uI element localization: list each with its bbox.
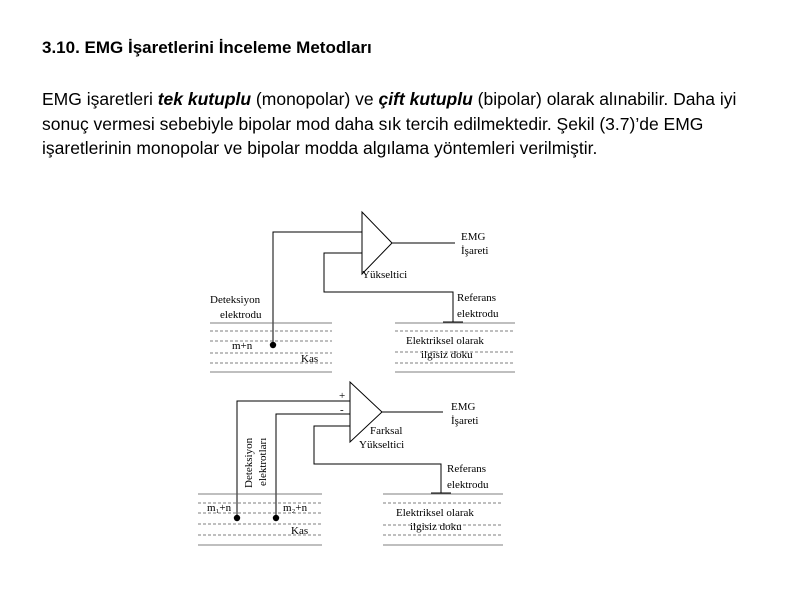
term-monopolar: tek kutuplu — [157, 89, 252, 109]
reference-label: Referans — [457, 292, 497, 304]
amplifier-label: Yükseltici — [362, 269, 408, 281]
para-text-1: EMG işaretleri — [42, 89, 158, 109]
detection-electrode-dot-1 — [234, 515, 240, 521]
detection-label: Deteksiyon — [243, 437, 255, 488]
depth-label-2: m₂+n — [283, 502, 308, 514]
output-label-2: İşareti — [451, 415, 479, 427]
reference-wire — [324, 253, 453, 322]
irrelevant-tissue-label-2: ilgisiz doku — [410, 521, 462, 533]
reference-label-2: elektrodu — [457, 308, 499, 320]
irrelevant-tissue-label-2: ilgisiz doku — [421, 349, 473, 361]
output-label: EMG — [461, 231, 486, 243]
amplifier-label: Farksal — [370, 425, 403, 437]
section-heading: 3.10. EMG İşaretlerini İnceleme Metodları — [42, 38, 372, 57]
detection-electrode-dot-2 — [273, 515, 279, 521]
plus-sign: + — [339, 390, 346, 402]
input-wire — [273, 232, 362, 345]
minus-sign: - — [340, 404, 344, 416]
detection-label-2: elektrotları — [257, 437, 269, 486]
detection-electrode-dot — [270, 342, 276, 348]
output-label: EMG — [451, 401, 476, 413]
bipolar-diagram — [198, 382, 503, 545]
depth-label: m+n — [232, 340, 253, 352]
irrelevant-tissue-label: Elektriksel olarak — [406, 335, 484, 347]
detection-label-2: elektrodu — [220, 309, 262, 321]
monopolar-diagram — [210, 212, 515, 372]
reference-label-2: elektrodu — [447, 479, 489, 491]
amplifier-label-2: Yükseltici — [359, 439, 405, 451]
reference-label: Referans — [447, 463, 487, 475]
para-text-3: (bipolar) olarak alınabilir. Daha iyi sonuç vermesi sebebiyle bipolar mod daha sık tercih edilmektedir. Şekil (3.7)’de EMG işaretlerinin monopolar ve bipolar modda algılama yöntemleri verilmiştir. — [42, 89, 737, 158]
amplifier-triangle — [362, 212, 392, 274]
irrelevant-tissue-label: Elektriksel olarak — [396, 507, 474, 519]
muscle-label: Kas — [301, 353, 319, 365]
para-text-2: (monopolar) ve — [251, 89, 379, 109]
depth-label-1: m₁+n — [207, 502, 232, 514]
term-bipolar: çift kutuplu — [378, 89, 473, 109]
output-label-2: İşareti — [461, 245, 489, 257]
detection-label: Deteksiyon — [210, 294, 261, 306]
muscle-label: Kas — [291, 525, 309, 537]
